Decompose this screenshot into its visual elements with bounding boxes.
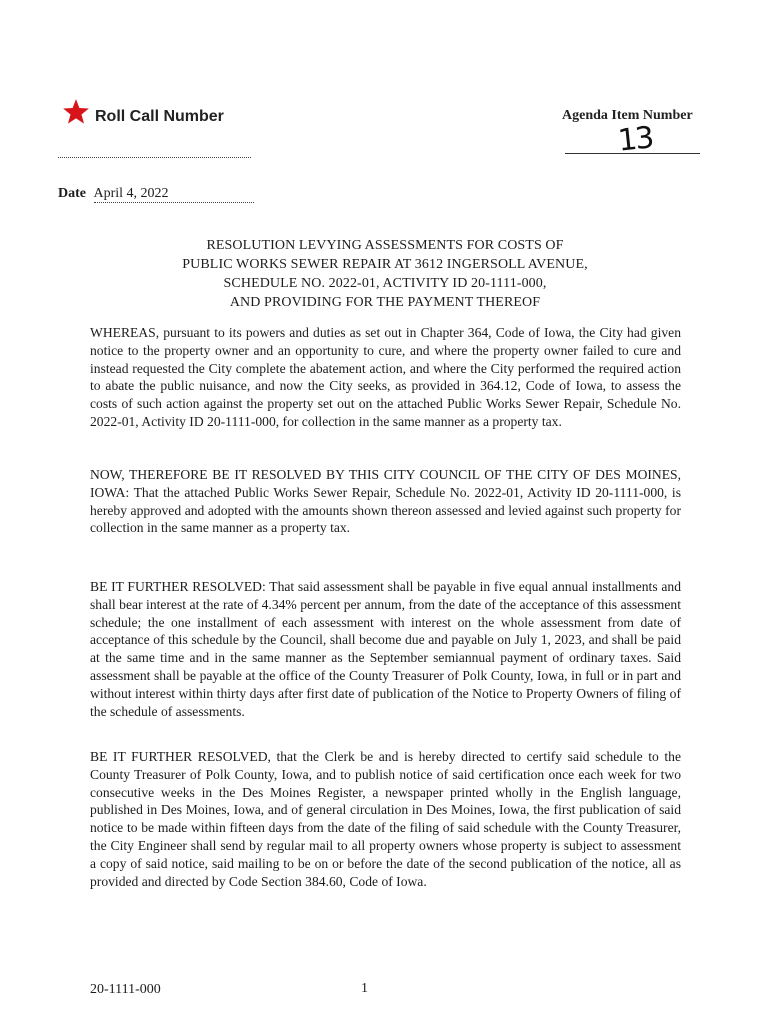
resolution-title xyxy=(120,236,650,312)
further-resolved-payment-paragraph: BE IT FURTHER RESOLVED: That said assessment shall be payable in five equal annual installments and shall bear interest at the rate of 4.34% percent per annum, from the date of the acceptance of this assessment schedule; the one installment of each assessment with interest on the whole assessment from date of acceptance of this schedule by the Council, shall become due and payable on July 1, 2023, and shall be paid at the same time and in the same manner as the September semiannual payment of ordinary taxes. Said assessment shall be payable at the office of the County Treasurer of Polk County, Iowa, in full or in part and without interest within thirty days after first date of publication of the Notice to Property Owners of filing of the schedule of assessments. xyxy=(90,579,681,719)
title-line: SCHEDULE NO. 2022-01, ACTIVITY ID 20-1111-000, xyxy=(223,276,547,291)
footer-activity-id: 20-1111-000 xyxy=(90,982,161,997)
date-label: Date xyxy=(58,186,86,201)
title-line: AND PROVIDING FOR THE PAYMENT THEREOF xyxy=(229,295,541,310)
star-icon xyxy=(62,98,90,126)
whereas-paragraph: WHEREAS, pursuant to its powers and duties as set out in Chapter 364, Code of Iowa, the City had given notice to the property owner and an opportunity to cure, and where the property owner failed to cure and instead requested the City complete the abatement action, and where the City performed the required action to abate the public nuisance, and now the City seeks, as provided in 364.12, Code of Iowa, to assess the costs of such action against the property set out on the attached Public Works Sewer Repair, Schedule No. 2022-01, Activity ID 20-1111-000, for collection in the same manner as a property tax. xyxy=(90,325,681,429)
page-number: 1 xyxy=(361,981,368,996)
roll-call-label: Roll Call Number xyxy=(95,108,224,125)
agenda-item-label: Agenda Item Number xyxy=(562,108,693,123)
agenda-item-number: 13 xyxy=(616,120,654,159)
agenda-item-underline xyxy=(565,153,700,154)
date-value: April 4, 2022 xyxy=(94,186,254,203)
resolved-paragraph: NOW, THEREFORE BE IT RESOLVED BY THIS CITY COUNCIL OF THE CITY OF DES MOINES, IOWA: That the attached Public Works Sewer Repair, Schedule No. 2022-01, Activity ID 20-1111-000, is hereby approved and adopted with the amounts shown thereon assessed and levied against such property for collection in the same manner as a property tax. xyxy=(90,467,681,536)
title-line: PUBLIC WORKS SEWER REPAIR AT 3612 INGERSOLL AVENUE, xyxy=(182,257,588,272)
date-row xyxy=(58,186,254,203)
roll-call-number-blank xyxy=(58,157,251,158)
title-line: RESOLUTION LEVYING ASSESSMENTS FOR COSTS OF xyxy=(206,238,564,253)
further-resolved-clerk-paragraph: BE IT FURTHER RESOLVED, that the Clerk be and is hereby directed to certify said schedule to the County Treasurer of Polk County, Iowa, and to publish notice of said certification once each week for two consecutive weeks in the Des Moines Register, a newspaper printed wholly in the English language, published in Des Moines, Iowa, and of general circulation in Des Moines, Iowa, the first publication of said notice to be made within fifteen days from the date of the filing of said schedule with the County Treasurer, the City Engineer shall send by regular mail to all property owners whose property is subject to assessment a copy of said notice, said mailing to be on or before the date of the second publication of the notice, all as provided and directed by Code Section 384.60, Code of Iowa. xyxy=(90,749,681,889)
